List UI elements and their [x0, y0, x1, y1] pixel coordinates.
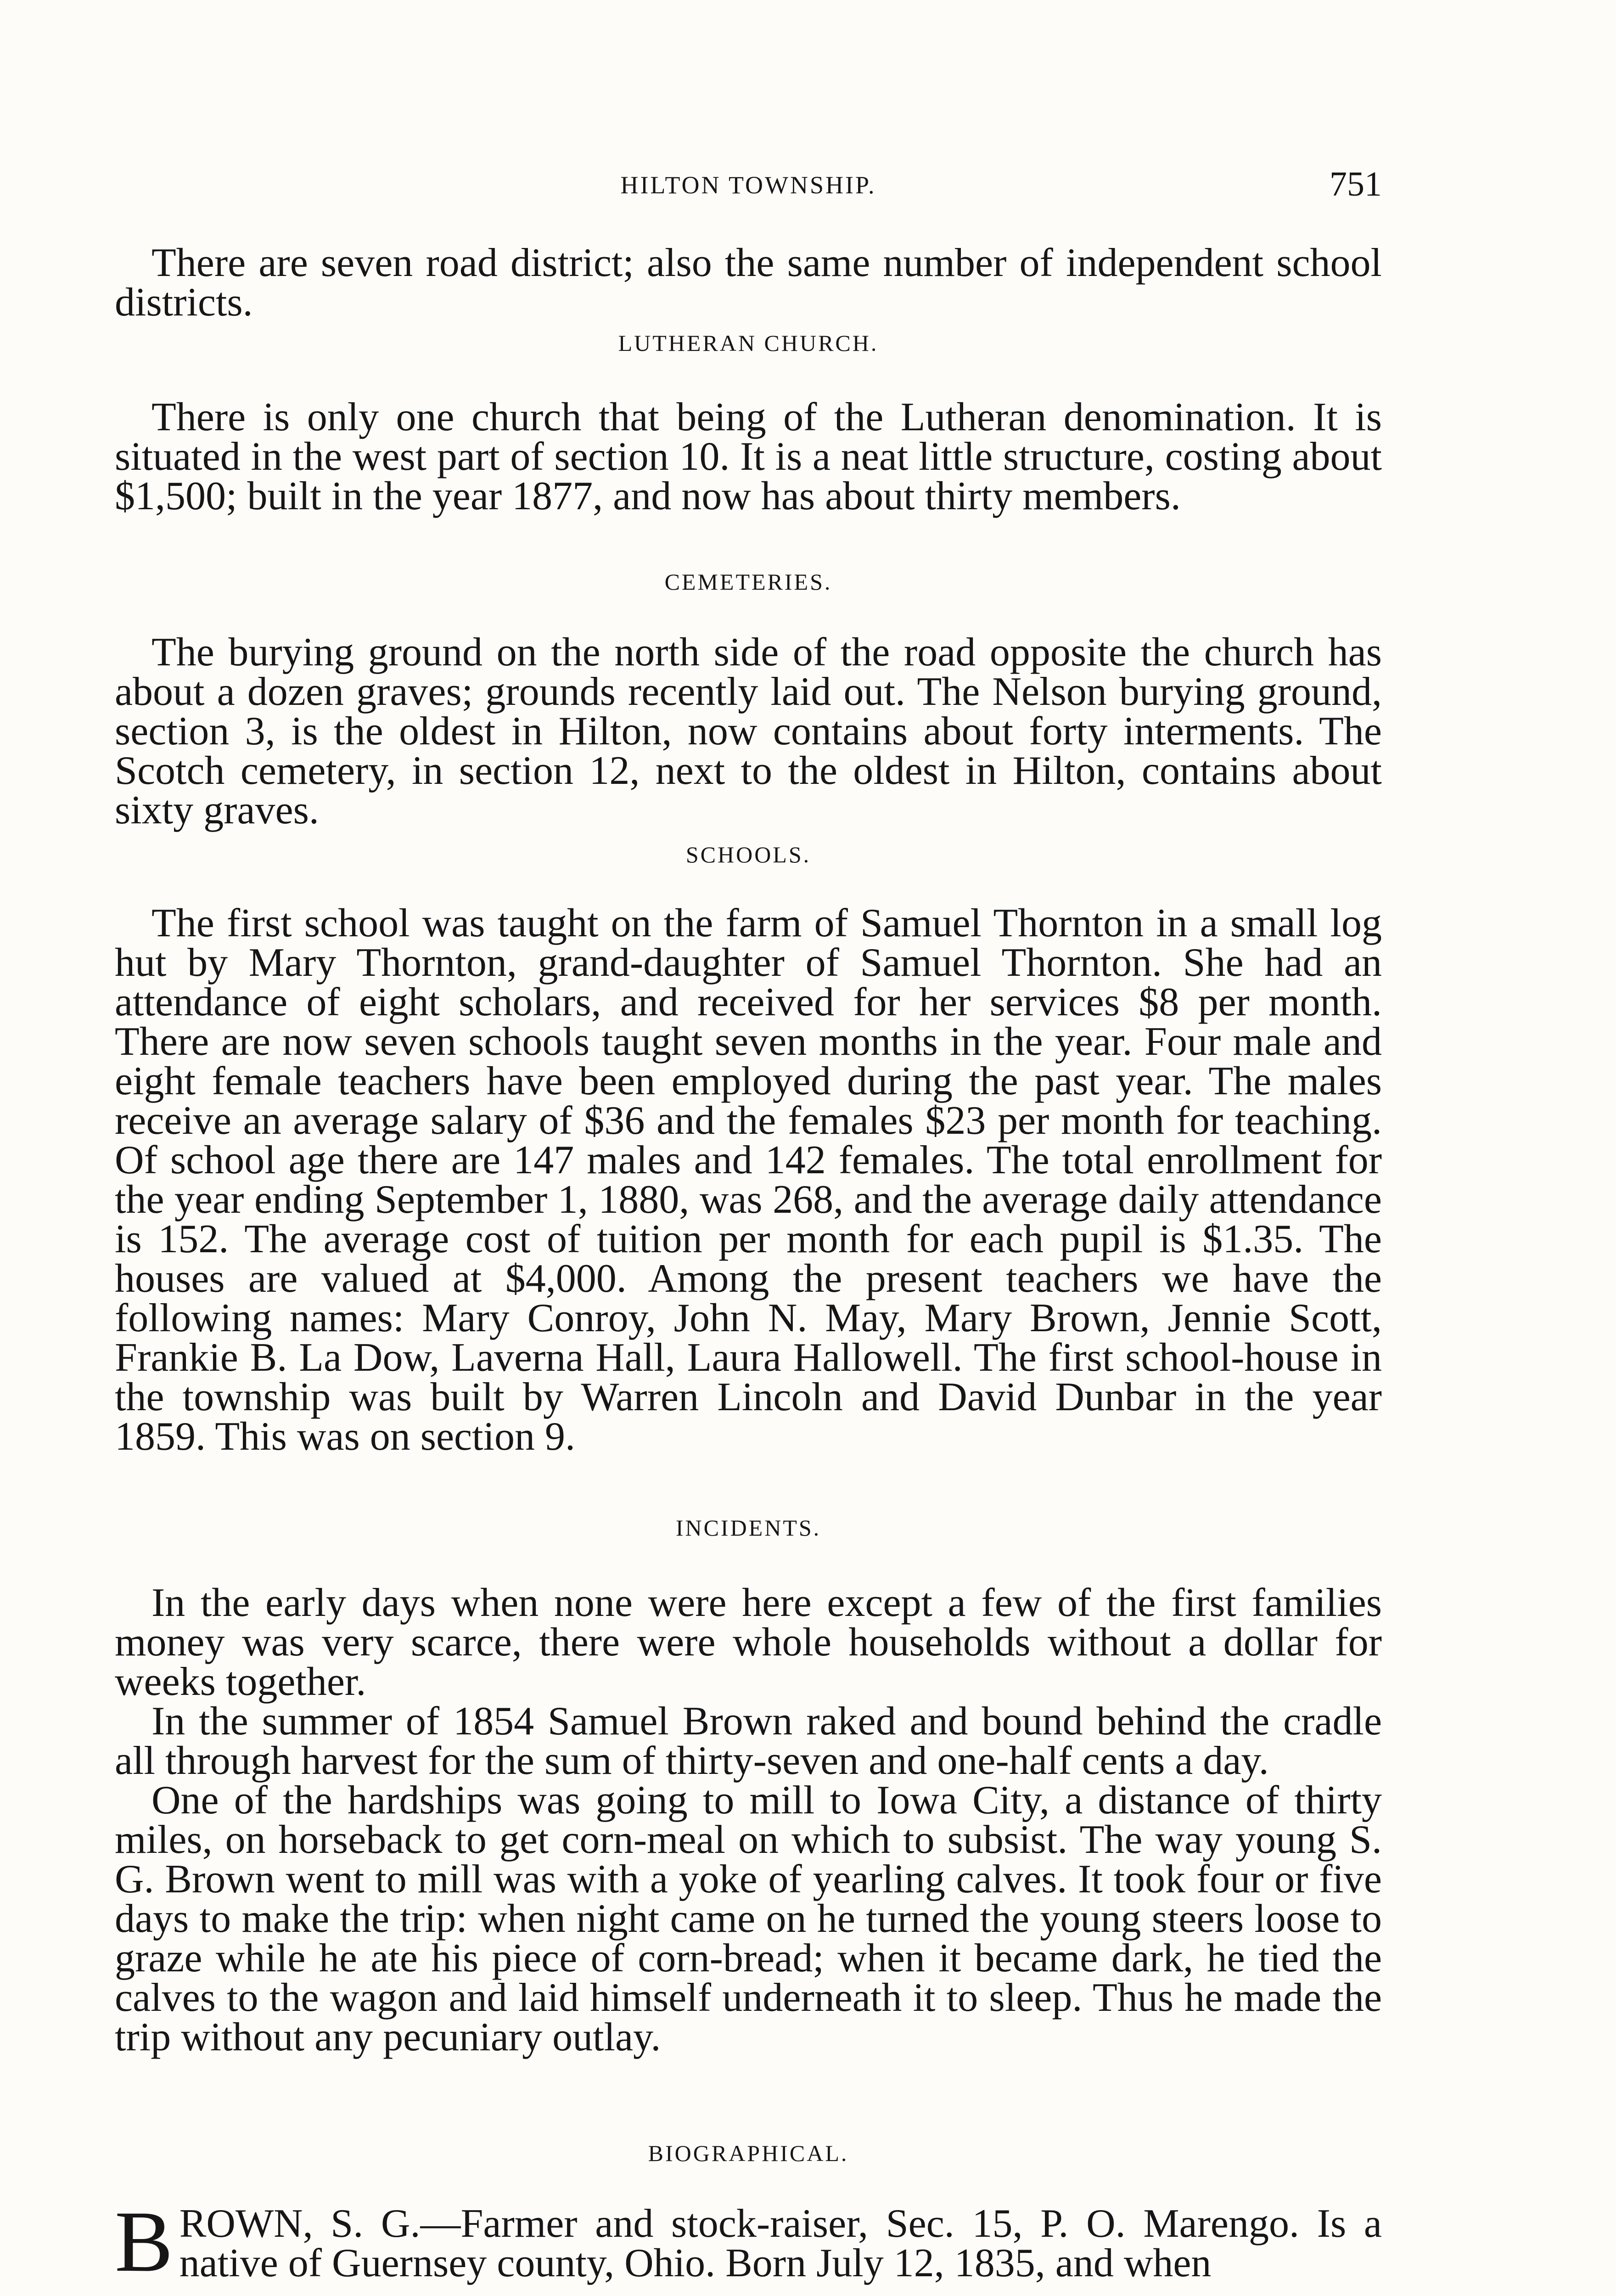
schools-body — [115, 901, 1382, 1459]
running-head: HILTON TOWNSHIP. — [620, 171, 876, 199]
cemeteries-body — [115, 630, 1382, 833]
lutheran-church-section — [115, 330, 1382, 356]
schools-section — [115, 841, 1382, 868]
cemeteries-paragraph: The burying ground on the north side of the road opposite the church has about a dozen graves; grounds recently laid out. The Nelson burying ground, section 3, is the oldest in Hilton, now contains about forty interments. The Scotch cemetery, in section 12, next to the oldest in Hilton, contains about sixty graves. — [115, 630, 1382, 833]
section-heading-biographical: BIOGRAPHICAL. — [648, 2140, 849, 2166]
page-header — [115, 165, 1382, 208]
section-heading-incidents: INCIDENTS. — [675, 1515, 821, 1541]
cemeteries-section — [115, 568, 1382, 595]
schools-paragraph: The first school was taught on the farm of Samuel Thornton in a small log hut by Mary Thornton, grand-daughter of Samuel Thornton. She had an attendance of eight scholars, and received for her services $8 per month. There are now seven schools taught seven months in the year. Four male and eight female teachers have been employed during the past year. The males receive an average salary of $36 and the females $23 per month for teaching. Of school age there are 147 males and 142 females. The total enrollment for the year ending September 1, 1880, was 268, and the average daily attendance is 152. The average cost of tuition per month for each pupil is $1.35. The houses are valued at $4,000. Among the present teachers we have the following names: Mary Conroy, John N. May, Mary Brown, Jennie Scott, Frankie B. La Dow, Laverna Hall, Laura Hallowell. The first school-house in the township was built by Warren Lincoln and David Dunbar in the year 1859. This was on section 9. — [115, 901, 1382, 1459]
section-heading-lutheran-church: LUTHERAN CHURCH. — [618, 330, 879, 356]
intro-paragraph: There are seven road district; also the same number of independent school districts. — [115, 241, 1382, 325]
biographical-text: ROWN, S. G.—Farmer and stock-raiser, Sec. 15, P. O. Marengo. Is a native of Guernsey county, Ohio. Born July 12, 1835, and when — [179, 2201, 1382, 2285]
drop-cap: B — [115, 2194, 173, 2290]
incidents-paragraph-3: One of the hardships was going to mill to Iowa City, a distance of thirty miles, on horseback to get corn-meal on which to subsist. The way young S. G. Brown went to mill was with a yoke of yearling calves. It took four or five days to make the trip: when night came on he turned the young steers loose to graze while he ate his piece of corn-bread; when it became dark, he tied the calves to the wagon and laid himself underneath it to sleep. Thus he made the trip without any pecuniary outlay. — [115, 1778, 1382, 2060]
incidents-paragraph-1: In the early days when none were here except a few of the first families money was very scarce, there were whole households without a dollar for weeks together. — [115, 1581, 1382, 1704]
section-heading-schools: SCHOOLS. — [685, 842, 811, 867]
biographical-body — [115, 2194, 1382, 2290]
biographical-paragraph — [115, 2194, 1382, 2290]
incidents-section — [115, 1514, 1382, 1541]
lutheran-church-paragraph: There is only one church that being of the Lutheran denomination. It is situated in the west part of section 10. It is a neat little structure, costing about $1,500; built in the year 1877, and now has about thirty members. — [115, 395, 1382, 518]
section-heading-cemeteries: CEMETERIES. — [664, 569, 832, 595]
lutheran-church-body — [115, 395, 1382, 518]
page-number: 751 — [1330, 165, 1382, 203]
biographical-section — [115, 2140, 1382, 2167]
intro-block — [115, 241, 1382, 325]
incidents-paragraph-2: In the summer of 1854 Samuel Brown raked and bound behind the cradle all through harvest for the sum of thirty-seven and one-half cents a day. — [115, 1699, 1382, 1783]
incidents-body — [115, 1581, 1382, 2060]
